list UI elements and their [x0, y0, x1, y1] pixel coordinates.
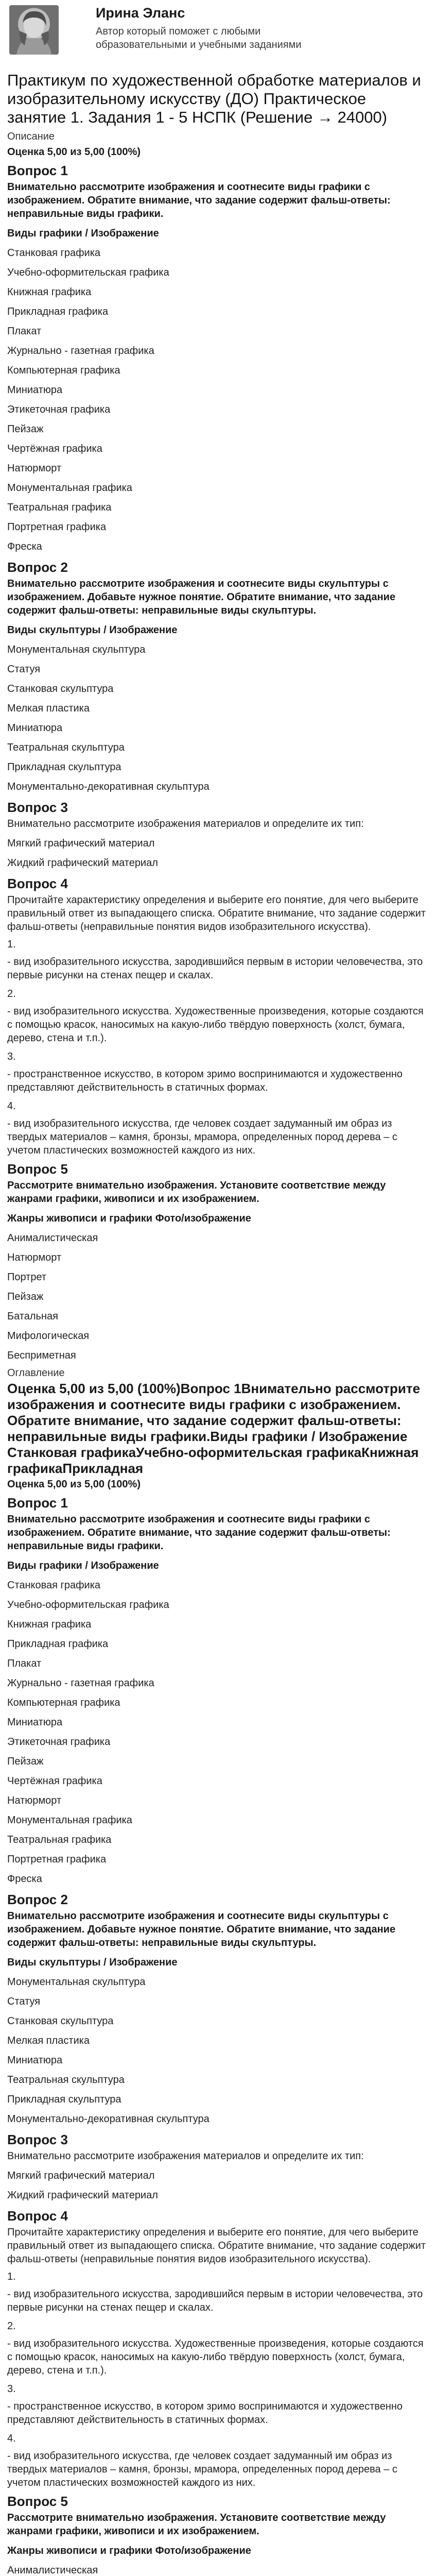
toc-run-text: Оценка 5,00 из 5,00 (100%)Вопрос 1Внимательно рассмотрите изображения и соотнесите виды графики с изображением. Обратите внимание, что задание содержит фальш-ответы: неправильные виды графики.Виды графики / Изображение Станковая графикаУчебно-оформительская графикаКнижная графикаПрикладная: [7, 1381, 421, 1476]
answer-option: Прикладная скульптура: [7, 761, 121, 773]
question-heading: Вопрос 3: [7, 2132, 68, 2147]
question-heading: Вопрос 5: [7, 2494, 68, 2509]
answer-option: Компьютерная графика: [7, 365, 120, 376]
answer-option: Прикладная графика: [7, 306, 109, 317]
answer-option: Мелкая пластика: [7, 703, 90, 714]
answer-option: Натюрморт: [7, 1795, 62, 1806]
definition-number: 3.: [7, 2383, 16, 2395]
score-line-repeat: Оценка 5,00 из 5,00 (100%): [7, 1479, 141, 1490]
question-text: Внимательно рассмотрите изображения и соотнесите виды графики с изображением. Обратите внимание, что задание содержит фальш-ответы: неправильные виды графики.: [7, 1514, 391, 1552]
definition-number: 4.: [7, 1100, 16, 1112]
answer-option: Мягкий графический материал: [7, 838, 155, 849]
definition-text: - вид изобразительного искусства, зародившийся первым в истории человечества, это первые рисунки на стенах пещер и скалах.: [7, 956, 423, 981]
answer-option: Журнально - газетная графика: [7, 345, 154, 357]
question-text: Внимательно рассмотрите изображения и соотнесите виды скульптуры с изображением. Добавьте нужное понятие. Обратите внимание, что задание содержит фальш-ответы: неправильные виды скульптуры.: [7, 578, 396, 616]
definition-text: - пространственное искусство, в котором зримо воспринимаются и художественно представляют действительность в статичных формах.: [7, 1069, 403, 1093]
definition-text: - пространственное искусство, в котором зримо воспринимаются и художественно представляют действительность в статичных формах.: [7, 2401, 403, 2426]
answer-option: Книжная графика: [7, 286, 92, 298]
answer-option: Прикладная графика: [7, 1638, 109, 1650]
description-label: Описание: [7, 131, 55, 142]
answer-option: Статуя: [7, 664, 41, 675]
answer-option: Пейзаж: [7, 1291, 44, 1302]
question-heading: Вопрос 4: [7, 876, 68, 891]
question-text: Внимательно рассмотрите изображения материалов и определите их тип:: [7, 2150, 364, 2162]
questions-block-description: [7, 163, 429, 1365]
question-subheading: Жанры живописи и графики Фото/изображение: [7, 1213, 251, 1224]
question-text: Прочитайте характеристику определения и выберите его понятие, для чего выберите правильный ответ из выпадающего списка. Обратите внимание, что задание содержит фальш-ответы (неправильные понятия видов изобразительного искусства).: [7, 2227, 426, 2265]
definition-number: 1.: [7, 939, 16, 950]
question-subheading: Жанры живописи и графики Фото/изображение: [7, 2545, 251, 2556]
answer-option: Театральная графика: [7, 1834, 112, 1845]
answer-option: Журнально - газетная графика: [7, 1677, 154, 1689]
questions-block-toc: [7, 1495, 429, 2576]
question-subheading: Виды скульптуры / Изображение: [7, 624, 178, 636]
answer-option: Монументальная графика: [7, 1815, 132, 1826]
question-subheading: Виды графики / Изображение: [7, 1560, 159, 1571]
definition-text: - вид изобразительного искусства. Художественные произведения, которые создаются с помощью красок, наносимых на какую-либо твёрдую поверхность (холст, бумага, дерево, стена и т.п.).: [7, 2338, 424, 2376]
answer-option: Станковая графика: [7, 1580, 101, 1591]
definition-text: - вид изобразительного искусства, где человек создает задуманный им образ из твердых материалов – камня, бронзы, мрамора, определенных пород дерева – с учетом пластических возможностей каждого из них.: [7, 2450, 397, 2488]
definition-text: - вид изобразительного искусства, зародившийся первым в истории человечества, это первые рисунки на стенах пещер и скалах.: [7, 2289, 423, 2313]
avatar-portrait-icon: [9, 5, 59, 55]
answer-option: Пейзаж: [7, 423, 44, 435]
answer-option: Станковая графика: [7, 247, 101, 259]
question-heading: Вопрос 1: [7, 163, 68, 178]
question-text: Внимательно рассмотрите изображения и соотнесите виды скульптуры с изображением. Добавьте нужное понятие. Обратите внимание, что задание содержит фальш-ответы: неправильные виды скульптуры.: [7, 1910, 396, 1948]
answer-option: Портретная графика: [7, 521, 107, 533]
author-header: [7, 0, 429, 66]
question-text: Прочитайте характеристику определения и выберите его понятие, для чего выберите правильный ответ из выпадающего списка. Обратите внимание, что задание содержит фальш-ответы (неправильные понятия видов изобразительного искусства).: [7, 894, 426, 933]
answer-option: Мелкая пластика: [7, 2035, 90, 2046]
answer-option: Чертёжная графика: [7, 1775, 102, 1787]
question-heading: Вопрос 3: [7, 800, 68, 815]
definition-number: 3.: [7, 1051, 16, 1062]
answer-option: Монументально-декоративная скульптура: [7, 781, 210, 792]
answer-option: Жидкий графический материал: [7, 2190, 158, 2201]
answer-option: Портрет: [7, 1272, 47, 1283]
answer-option: Этикеточная графика: [7, 404, 111, 415]
author-description: Автор который поможет с любыми образовательными и учебными заданиями: [96, 26, 302, 50]
answer-option: Анималистическая: [7, 2565, 98, 2576]
answer-option: Пейзаж: [7, 1756, 44, 1767]
answer-option: Монументально-декоративная скульптура: [7, 2113, 210, 2125]
answer-option: Миниатюра: [7, 1717, 63, 1728]
answer-option: Бесприметная: [7, 1350, 76, 1361]
toc-label: Оглавление: [7, 1367, 65, 1379]
definition-number: 1.: [7, 2271, 16, 2282]
answer-option: Натюрморт: [7, 1252, 62, 1263]
question-subheading: Виды скульптуры / Изображение: [7, 1957, 178, 1968]
answer-option: Плакат: [7, 1658, 42, 1669]
question-text: Внимательно рассмотрите изображения материалов и определите их тип:: [7, 818, 364, 829]
answer-option: Этикеточная графика: [7, 1736, 111, 1748]
question-heading: Вопрос 2: [7, 1892, 68, 1907]
answer-option: Батальная: [7, 1311, 58, 1322]
answer-option: Миниатюра: [7, 2055, 63, 2066]
question-text: Рассмотрите внимательно изображения. Установите соответствие между жанрами графики, живописи и их изображением.: [7, 2512, 386, 2537]
author-name[interactable]: Ирина Эланс: [96, 5, 185, 21]
definition-number: 2.: [7, 988, 16, 999]
question-text: Внимательно рассмотрите изображения и соотнесите виды графики с изображением. Обратите внимание, что задание содержит фальш-ответы: неправильные виды графики.: [7, 181, 391, 219]
answer-option: Станковая скульптура: [7, 683, 114, 694]
score-line: Оценка 5,00 из 5,00 (100%): [7, 146, 141, 158]
answer-option: Книжная графика: [7, 1619, 92, 1630]
answer-option: Анималистическая: [7, 1232, 98, 1244]
question-heading: Вопрос 2: [7, 560, 68, 575]
answer-option: Натюрморт: [7, 463, 62, 474]
answer-option: Портретная графика: [7, 1854, 107, 1865]
author-info: [96, 3, 333, 52]
definition-number: 4.: [7, 2433, 16, 2444]
answer-option: Миниатюра: [7, 722, 63, 734]
question-heading: Вопрос 4: [7, 2208, 68, 2224]
answer-option: Учебно-оформительская графика: [7, 1599, 169, 1611]
answer-option: Плакат: [7, 326, 42, 337]
answer-option: Учебно-оформительская графика: [7, 267, 169, 278]
answer-option: Театральная графика: [7, 502, 112, 513]
author-avatar: [9, 5, 59, 55]
question-heading: Вопрос 5: [7, 1161, 68, 1177]
question-subheading: Виды графики / Изображение: [7, 228, 159, 239]
answer-option: Монументальная скульптура: [7, 1976, 146, 1988]
answer-option: Чертёжная графика: [7, 443, 102, 454]
answer-option: Мягкий графический материал: [7, 2170, 155, 2181]
answer-option: Жидкий графический материал: [7, 857, 158, 869]
definition-text: - вид изобразительного искусства, где человек создает задуманный им образ из твердых материалов – камня, бронзы, мрамора, определенных пород дерева – с учетом пластических возможностей каждого из них.: [7, 1118, 397, 1156]
answer-option: Мифологическая: [7, 1330, 90, 1342]
answer-option: Компьютерная графика: [7, 1697, 120, 1708]
answer-option: Монументальная графика: [7, 482, 132, 494]
answer-option: Монументальная скульптура: [7, 644, 146, 655]
answer-option: Миниатюра: [7, 384, 63, 396]
answer-option: Фреска: [7, 1873, 42, 1885]
definition-text: - вид изобразительного искусства. Художественные произведения, которые создаются с помощью красок, наносимых на какую-либо твёрдую поверхность (холст, бумага, дерево, стена и т.п.).: [7, 1006, 424, 1044]
answer-option: Станковая скульптура: [7, 2015, 114, 2027]
page-title: Практикум по художественной обработке материалов и изобразительному искусству (ДО) Практическое занятие 1. Задания 1 - 5 НСПК (Решение → 24000): [7, 71, 421, 126]
definition-number: 2.: [7, 2320, 16, 2332]
answer-option: Прикладная скульптура: [7, 2094, 121, 2105]
question-heading: Вопрос 1: [7, 1495, 68, 1511]
answer-option: Театральная скульптура: [7, 742, 125, 753]
answer-option: Статуя: [7, 1996, 41, 2007]
question-text: Рассмотрите внимательно изображения. Установите соответствие между жанрами графики, живописи и их изображением.: [7, 1180, 386, 1205]
answer-option: Театральная скульптура: [7, 2074, 125, 2086]
answer-option: Фреска: [7, 541, 42, 552]
